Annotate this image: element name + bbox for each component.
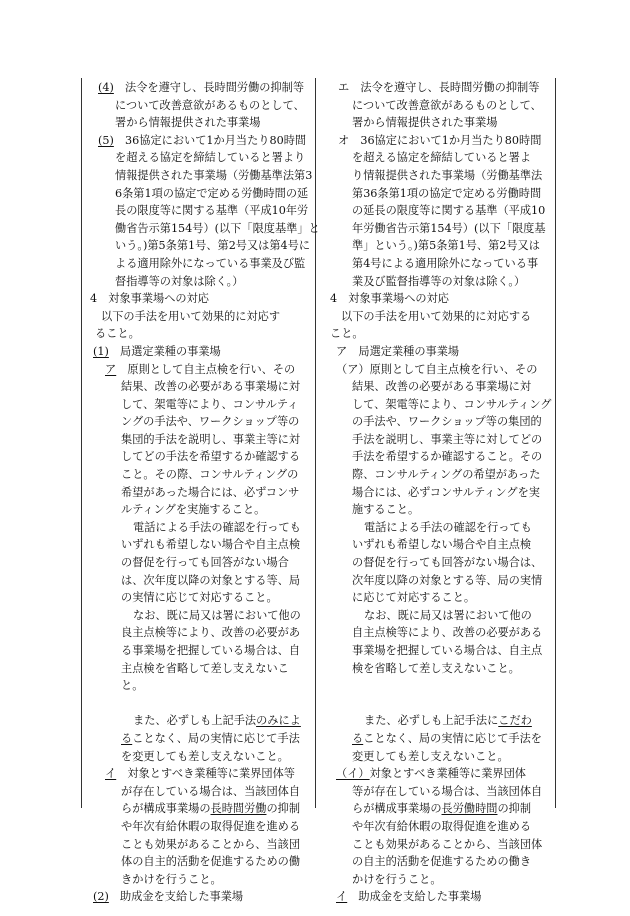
underlined-text: （イ） [336,767,370,781]
text-line [84,343,312,361]
underlined-text: のみによ [256,714,301,728]
text-line: が存在している場合は、当該団体自 [121,784,301,798]
text-line: の手法や、ワークショップ等の集団的 [352,415,542,429]
text-line [330,712,554,730]
text-line [84,800,312,818]
text-line [330,800,554,818]
text-line [330,888,554,906]
text-line: 事業場を把握している場合は、自主点 [352,644,543,657]
text-line: や年次有給休暇の取得促進を進める [121,819,301,833]
text-line: してどの手法を希望するか確認する [121,450,301,464]
text-line: 準」という。)第5条第1号、第2号又は [352,239,540,253]
text-line: の督促を行っても回答がない場合 [121,556,289,570]
text-line: ルティングを実施すること。 [121,503,266,517]
text-line [84,132,312,150]
text-line: 以下の手法を用いて効果的に対応する [341,309,532,323]
text-line: 署から情報提供された事業場 [352,116,498,130]
text-line: 第4号による適用除外になっている事 [352,256,539,270]
text-line: について改善意欲があるものとして、 [352,98,542,112]
text-line: ア 局選定業種の事業場 [336,344,460,358]
text-line: り情報提供された事業場（労働基準法 [352,168,543,182]
underlined-text: こだわ [498,714,532,728]
text-run: 対象とすべき業種等に業界団体 [369,767,526,781]
text-line: エ 法令を遵守し、長時間労働の抑制等 [338,81,540,94]
text-line: 際、コンサルティングの希望があった [352,468,541,482]
text-line: 情報提供された事業場（労働基準法第3 [115,168,313,182]
left-margin-rule [81,78,82,808]
text-line: について改善意欲があるものとして、 [115,98,305,112]
text-run: また、必ずしも上記手法に [364,714,499,728]
text-line: は、次年度以降の対象とする等、局 [121,573,301,587]
text-line: の督促を行っても回答がない場合は、 [352,556,543,570]
text-run: 助成金を支給した事業場 [347,890,482,904]
text-run: 局選定業種の事業場 [108,344,221,358]
text-line: を変更しても差し支えないこと。 [121,749,289,763]
text-line: ること。 [95,327,140,341]
text-line: 主点検を省略して差し支えないこ [121,661,289,675]
text-line: よる適用除外になっている事業及び監 [115,256,306,270]
text-line: 以下の手法を用いて効果的に対応す [101,309,281,323]
underlined-text: (5) [98,133,114,147]
text-line: と。 [121,679,144,693]
text-line: 第36条第1項の協定で定める労働時間 [352,186,542,200]
text-line [84,730,312,748]
text-line: ことも効果があることから、当該団 [121,837,301,851]
underlined-text: 長時間労働 [210,802,267,816]
text-line: して、架電等により、コンサルティング [352,397,552,411]
text-run: の抑制 [497,802,532,816]
underlined-text: イ [336,890,348,904]
blank-line [330,695,554,713]
text-line [84,765,312,783]
text-line: 良主点検等により、改善の必要があ [121,626,301,640]
text-run: ことなく、局の実情に応じて手法 [132,731,300,745]
text-line: 年労働省告示第154号）(以下「限度基 [352,221,546,235]
text-line: を超える協定を締結していると署より [115,151,306,165]
text-line: や年次有給休暇の取得促進を進める [352,819,532,833]
text-line: 働省告示第154号）(以下「限度基準」と [115,221,320,235]
text-line: 場合には、必ずコンサルティングを実 [352,485,540,499]
text-line: 集団的手法を説明し、事業主等に対 [121,432,301,446]
text-line: ングの手法や、ワークショップ等の [121,415,300,429]
text-line: なお、既に局又は署において他の [364,608,532,622]
right-margin-rule [555,78,556,808]
underlined-text: ア [105,362,117,376]
text-line: 等が存在している場合は、当該団体自 [352,784,543,798]
original-text-column [330,79,554,904]
text-line: 督指導等の対象は除く。） [115,274,244,288]
underlined-text: (1) [93,344,109,358]
text-line: 手法を説明し、事業主等に対してどの [352,432,543,446]
text-line: 検を省略して差し支えないこと。 [352,661,520,675]
text-line: 自主点検等により、改善の必要がある [352,626,543,640]
text-line: いずれも希望しない場合や自主点検 [121,538,301,552]
text-line: を超える協定を締結していると署よ [352,151,532,165]
text-line: 長の限度等に関する基準（平成10年労 [115,204,309,218]
underlined-text: る [121,731,133,745]
text-line: の延長の限度等に関する基準（平成10 [352,204,546,218]
center-divider-rule [315,78,316,808]
text-line: 変更しても差し支えないこと。 [352,749,509,763]
text-line: 電話による手法の確認を行っても [133,520,301,534]
text-line: こと。その際、コンサルティングの [121,468,299,482]
underlined-text: (2) [93,890,109,904]
text-line [330,730,554,748]
text-line: いう。)第5条第1号、第2号又は第4号に [115,239,311,253]
text-line: 電話による手法の確認を行っても [364,520,532,534]
text-line: 業及び監督指導等の対象は除く。） [352,274,526,288]
text-line: に応じて対応すること。 [352,591,476,605]
text-line: きかけを行うこと。 [121,872,222,886]
text-line: かけを行うこと。 [352,872,442,886]
text-line: 手法を希望するか確認すること。その [352,450,543,464]
blank-line [330,677,554,695]
text-line: 次年度以降の対象とする等、局の実情 [352,573,543,587]
text-line: 4 対象事業場への対応 [330,292,449,306]
text-line: 施すること。 [352,503,420,517]
text-run: らが構成事業場の [352,802,442,816]
text-run: 原則として自主点検を行い、その [116,362,296,376]
text-run: 法令を遵守し、長時間労働の抑制等 [113,81,305,94]
text-line: 4 対象事業場への対応 [90,292,209,306]
text-run: また、必ずしも上記手法 [133,714,257,728]
text-line: る事業場を把握している場合は、自 [121,644,301,657]
text-line: オ 36協定において1か月当たり80時間 [338,133,542,147]
text-line [330,765,554,783]
text-line: して、架電等により、コンサルティ [121,397,299,411]
text-line: こと。 [330,327,364,341]
text-run: の抑制 [266,802,301,816]
text-line: ことも効果があることから、当該団体 [352,837,543,851]
text-run: ことなく、局の実情に応じて手法を [363,731,542,745]
text-run: 助成金を支給した事業場 [108,890,244,904]
text-line: 6条第1項の協定で定める労働時間の延 [115,186,309,200]
text-line [84,888,312,906]
underlined-text: イ [105,767,117,781]
text-line: 希望があった場合には、必ずコンサ [121,485,300,499]
underlined-text: る [352,731,364,745]
text-line [84,712,312,730]
text-line: の実情に応じて対応すること。 [121,591,278,605]
text-line: の自主的活動を促進するための働き [352,855,532,869]
text-line: 結果、改善の必要がある事業場に対 [352,380,532,394]
text-line [84,79,312,97]
text-line: 署から情報提供された事業場 [115,116,261,130]
text-line: いずれも希望しない場合や自主点検 [352,538,532,552]
text-line [84,361,312,379]
blank-line [84,695,312,713]
underlined-text: (4) [98,81,114,94]
text-run: らが構成事業場の [121,802,211,816]
underlined-text: 長労働時間 [441,802,498,816]
revised-text-column [84,79,320,904]
text-line: 結果、改善の必要がある事業場に対 [121,380,301,394]
text-run: 36協定において1か月当たり80時間 [113,133,307,147]
text-line: なお、既に局又は署において他の [133,608,301,622]
text-line: （ア）原則として自主点検を行い、その [336,362,538,376]
text-line: 体の自主的活動を促進するための働 [121,855,301,869]
text-run: 対象とすべき業種等に業界団体等 [116,767,295,781]
